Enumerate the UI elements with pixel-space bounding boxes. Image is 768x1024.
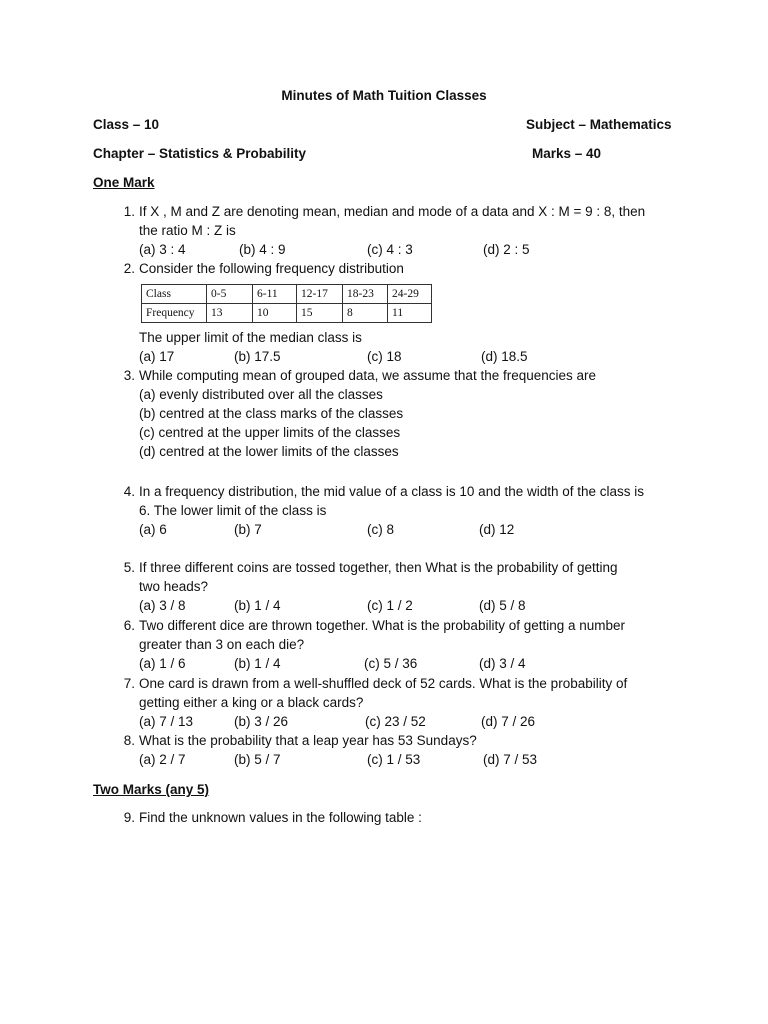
frequency-table (141, 284, 432, 323)
question-number: 8. (123, 733, 135, 748)
chapter-label: Chapter – Statistics & Probability (93, 146, 307, 161)
option-a: (a) evenly distributed over all the classes (139, 387, 383, 402)
table-cell: 24-29 (388, 285, 432, 304)
option-d: (d) centred at the lower limits of the classes (139, 444, 399, 459)
option-d: (d) 2 : 5 (483, 242, 530, 257)
section-one-mark: One Mark (93, 175, 155, 190)
option-c: (c) 5 / 36 (364, 656, 418, 671)
option-b: (b) centred at the class marks of the classes (139, 406, 404, 421)
option-c: (c) 4 : 3 (367, 242, 413, 257)
question-text: What is the probability that a leap year has 53 Sundays? (139, 733, 477, 748)
table-cell: 0-5 (207, 285, 253, 304)
option-a: (a) 6 (139, 522, 167, 537)
question-number: 7. (123, 676, 135, 691)
question-number: 2. (123, 261, 135, 276)
table-cell: 8 (343, 304, 388, 323)
question-text: Find the unknown values in the following table : (139, 810, 422, 825)
option-d: (d) 3 / 4 (479, 656, 526, 671)
option-c: (c) 1 / 53 (367, 752, 421, 767)
page-title: Minutes of Math Tuition Classes (281, 88, 487, 103)
table-cell: 13 (207, 304, 253, 323)
option-c: (c) 23 / 52 (365, 714, 426, 729)
option-d: (d) 7 / 53 (483, 752, 538, 767)
option-b: (b) 17.5 (234, 349, 281, 364)
table-cell: Class (142, 285, 207, 304)
option-a: (a) 1 / 6 (139, 656, 186, 671)
option-a: (a) 7 / 13 (139, 714, 194, 729)
question-text: One card is drawn from a well-shuffled deck of 52 cards. What is the probability of (139, 676, 628, 691)
option-d: (d) 18.5 (481, 349, 528, 364)
option-a: (a) 17 (139, 349, 175, 364)
table-cell: Frequency (142, 304, 207, 323)
option-c: (c) 1 / 2 (367, 598, 413, 613)
option-b: (b) 1 / 4 (234, 598, 281, 613)
class-label: Class – 10 (93, 117, 160, 132)
question-text: Consider the following frequency distribution (139, 261, 404, 276)
question-number: 5. (123, 560, 135, 575)
table-row (142, 285, 432, 304)
table-cell: 15 (297, 304, 343, 323)
question-number: 1. (123, 204, 135, 219)
table-cell: 18-23 (343, 285, 388, 304)
table-cell: 6-11 (253, 285, 297, 304)
question-text: The upper limit of the median class is (139, 330, 362, 345)
option-b: (b) 1 / 4 (234, 656, 281, 671)
table-cell: 11 (388, 304, 432, 323)
option-b: (b) 5 / 7 (234, 752, 281, 767)
question-number: 9. (123, 810, 135, 825)
question-text: the ratio M : Z is (139, 223, 236, 238)
question-text: While computing mean of grouped data, we assume that the frequencies are (139, 368, 597, 383)
option-b: (b) 7 (234, 522, 262, 537)
question-text: 6. The lower limit of the class is (139, 503, 327, 518)
option-b: (b) 3 / 26 (234, 714, 289, 729)
question-text: getting either a king or a black cards? (139, 695, 364, 710)
table-row (142, 304, 432, 323)
option-d: (d) 5 / 8 (479, 598, 526, 613)
option-c: (c) centred at the upper limits of the classes (139, 425, 401, 440)
option-c: (c) 8 (367, 522, 394, 537)
subject-label: Subject – Mathematics (526, 117, 672, 132)
table-cell: 12-17 (297, 285, 343, 304)
question-number: 4. (123, 484, 135, 499)
option-d: (d) 7 / 26 (481, 714, 536, 729)
question-text: In a frequency distribution, the mid value of a class is 10 and the width of the class is (139, 484, 645, 499)
question-text: If three different coins are tossed together, then What is the probability of getting (139, 560, 618, 575)
marks-label: Marks – 40 (532, 146, 602, 161)
option-b: (b) 4 : 9 (239, 242, 286, 257)
option-d: (d) 12 (479, 522, 515, 537)
option-a: (a) 3 : 4 (139, 242, 186, 257)
question-number: 3. (123, 368, 135, 383)
table-cell: 10 (253, 304, 297, 323)
question-text: two heads? (139, 579, 209, 594)
option-a: (a) 3 / 8 (139, 598, 186, 613)
question-text: Two different dice are thrown together. What is the probability of getting a number (139, 618, 626, 633)
question-text: greater than 3 on each die? (139, 637, 305, 652)
option-a: (a) 2 / 7 (139, 752, 186, 767)
option-c: (c) 18 (367, 349, 402, 364)
section-two-marks: Two Marks (any 5) (93, 782, 210, 797)
question-number: 6. (123, 618, 135, 633)
question-text: If X , M and Z are denoting mean, median and mode of a data and X : M = 9 : 8, then (139, 204, 646, 219)
